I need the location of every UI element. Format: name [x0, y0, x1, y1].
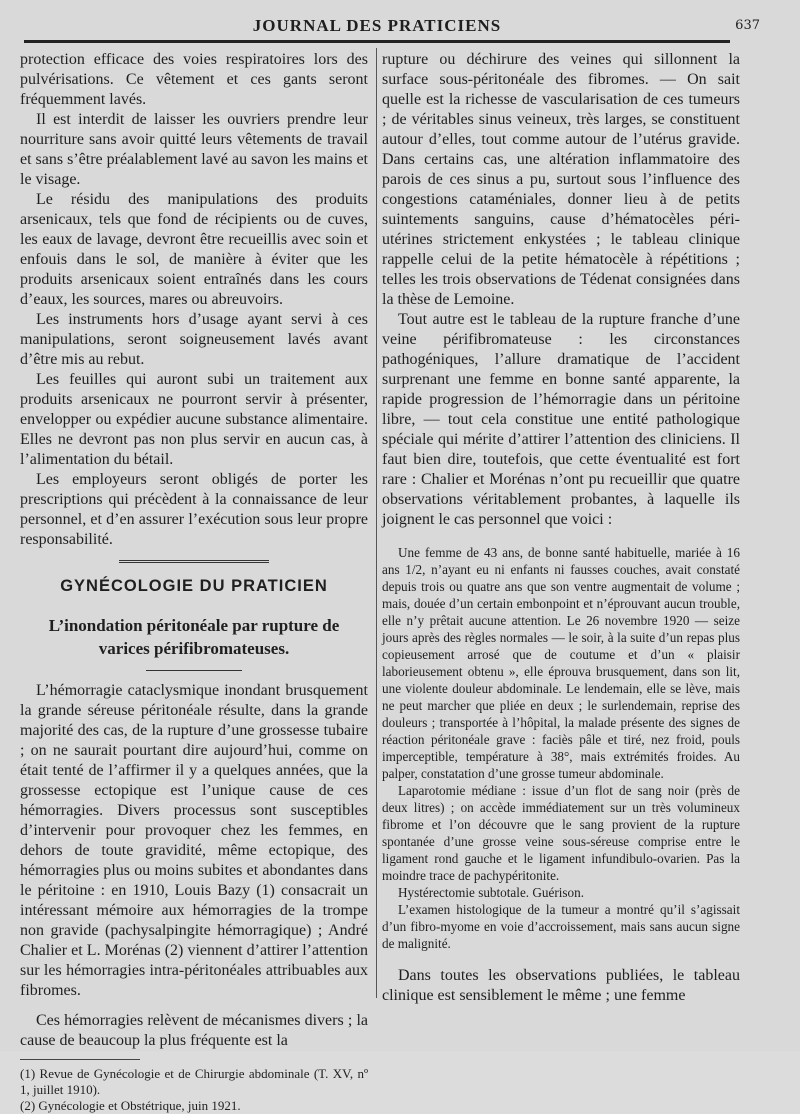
article-title-line: varices périfibromateuses. — [98, 639, 290, 658]
left-paragraph: Le résidu des manipulations des produits arsenicaux, tels que fond de récipients ou de cuves, les eaux de lavage, devront être recueillis avec soin et enfouis dans le sol, de manière à éviter que les produits arsenicaux soient entraînés dans les cours d’eaux, les sources, mares ou abreuvoirs. — [20, 191, 368, 308]
left-paragraph: protection efficace des voies respiratoires lors des pulvérisations. Ce vêtement et ces gants seront fréquemment lavés. — [20, 51, 368, 108]
article-paragraph: L’hémorragie cataclysmique inondant brusquement la grande séreuse péritonéale résulte, dans la grande majorité des cas, de la rupture d’une grossesse tubaire ; on ne saurait pourtant dire aujourd’hui, comme on était tenté de l’affirmer il y a quelques années, que la grossesse ectopique est l’unique cause de ces hémorragies. Divers processus sont susceptibles d’intervenir pour provoquer chez les femmes, en dehors de toute gravidité, même ectopique, des hémorragies plus ou moins subites et abondantes dans le péritoine : en 1910, Louis Bazy (1) consacrait un intéressant mémoire aux hémorragies de la trompe non gravide (pachysalpingite hémorragique) ; André Chalier et L. Morénas (2) viennent d’attirer l’attention sur les hémorragies intra-péritonéales attribuables aux fibromes. — [20, 682, 368, 999]
left-paragraph: Les employeurs seront obligés de porter les prescriptions qui précèdent à la connaissance de leur personnel, et d’en assurer l’exécution sous leur propre responsabilité. — [20, 471, 368, 548]
article-title — [20, 614, 368, 660]
right-column — [382, 50, 740, 1006]
left-column — [20, 50, 368, 1114]
case-spacer — [382, 530, 740, 544]
case-paragraph: Une femme de 43 ans, de bonne santé habituelle, mariée à 16 ans 1/2, n’ayant eu ni enfants ni fausses couches, avait constaté depuis trois ou quatre ans que son ventre augmentait de volume ; mais, douée d’un certain embonpoint et n’éprouvant aucun trouble, elle n’y prêtait aucune attention. Le 26 novembre 1920 — seize jours après des règles normales — le soir, à la suite d’un repas plus copieusement arrosé que de coutume et d’un « plaisir laborieusement obtenu », elle éprouva brusquement, dans son lit, une violente douleur abdominale. Le lendemain, elle se lève, mais ne peut marcher que pliée en deux ; le surlendemain, reprise des douleurs ; transportée à l’hôpital, la malade présente des signes de réaction péritonéale grave : faciès pâle et tiré, nez froid, pouls imperceptible, température à 38°, mais extrémités froides. Au palper, constatation d’une grosse tumeur abdominale. — [382, 545, 740, 781]
closing-paragraph: Dans toutes les observations publiées, le tableau clinique est sensiblement le même ; une femme — [382, 967, 740, 1004]
left-paragraph: Les feuilles qui auront subi un traitement aux produits arsenicaux ne pourront servir à présenter, envelopper ou expédier aucune substance alimentaire. Elles ne devront pas non plus servir en aucun cas, à l’alimentation du bétail. — [20, 371, 368, 468]
footnote: (1) Revue de Gynécologie et de Chirurgie abdominale (T. XV, nº 1, juillet 1910). — [20, 1066, 368, 1097]
left-paragraph: Les instruments hors d’usage ayant servi à ces manipulations, seront soigneusement lavés avant d’être mis au rebut. — [20, 311, 368, 368]
right-paragraph: Tout autre est le tableau de la rupture franche d’une veine périfibromateuse : les circonstances pathogéniques, l’allure dramatique de l’accident surprenant une femme en bonne santé apparente, la rapide progression de l’hémorragie dans un péritoine libre, — tout cela constitue une entité pathologique spéciale qui mérite d’attirer l’attention des cliniciens. Il faut bien dire, toutefois, que cette éventualité est fort rare : Chalier et Morénas n’ont pu recueillir que quatre observations véritablement probantes, à laquelle ils joignent le cas personnel que voici : — [382, 311, 740, 528]
article-paragraph: Ces hémorragies relèvent de mécanismes divers ; la cause de beaucoup la plus fréquente est la — [20, 1012, 368, 1049]
page-header — [24, 14, 760, 43]
left-paragraph: Il est interdit de laisser les ouvriers prendre leur nourriture sans avoir quitté leurs vêtements de travail et sans s’être préalablement lavé au savon les mains et le visage. — [20, 111, 368, 188]
footnote-rule — [20, 1059, 140, 1060]
footnote: (2) Gynécologie et Obstétrique, juin 1921. — [20, 1098, 241, 1113]
page-number: 637 — [735, 18, 760, 33]
title-rule — [146, 670, 242, 671]
section-rule — [119, 560, 269, 565]
case-paragraph: L’examen histologique de la tumeur a montré qu’il s’agissait d’un fibro-myome en voie d’accroissement, mais sans aucun signe de malignité. — [382, 902, 740, 951]
right-paragraph: rupture ou déchirure des veines qui sillonnent la surface sous-péritonéale des fibromes. — On sait quelle est la richesse de vascularisation de ces tumeurs ; de véritables sinus veineux, très larges, se constituent autour d’elles, tout comme autour de l’utérus gravide. Dans certains cas, une altération inflammatoire des parois de ces sinus a pu, surtout sous l’influence des congestions cataméniales, donner lieu à de petits suintements sanguins, cause d’hématocèles péri-utérines strictement enkystées ; le tableau clinique rappelle celui de la petite hématocèle à répétitions ; telles les trois observations de Tédenat consignées dans la thèse de Lemoine. — [382, 51, 740, 308]
paragraph-gap — [20, 1001, 368, 1011]
article-title-line: L’inondation péritonéale par rupture de — [48, 616, 340, 635]
column-divider — [376, 48, 377, 998]
case-paragraph: Hystérectomie subtotale. Guérison. — [398, 885, 585, 900]
journal-title: JOURNAL DES PRATICIENS — [252, 16, 502, 35]
footnotes — [20, 1066, 368, 1114]
case-paragraph: Laparotomie médiane : issue d’un flot de sang noir (près de deux litres) ; on accède immédiatement sur un très volumineux fibrome et l’on découvre que le sang provient de la rupture spontanée d’une grosse veine sous-séreuse comprise entre le ligament rond gauche et le ligament infundibulo-ovarien. Pas la moindre trace de pachypéritonite. — [382, 783, 740, 883]
closing-spacer — [382, 952, 740, 966]
section-title: GYNÉCOLOGIE DU PRATICIEN — [60, 577, 328, 595]
